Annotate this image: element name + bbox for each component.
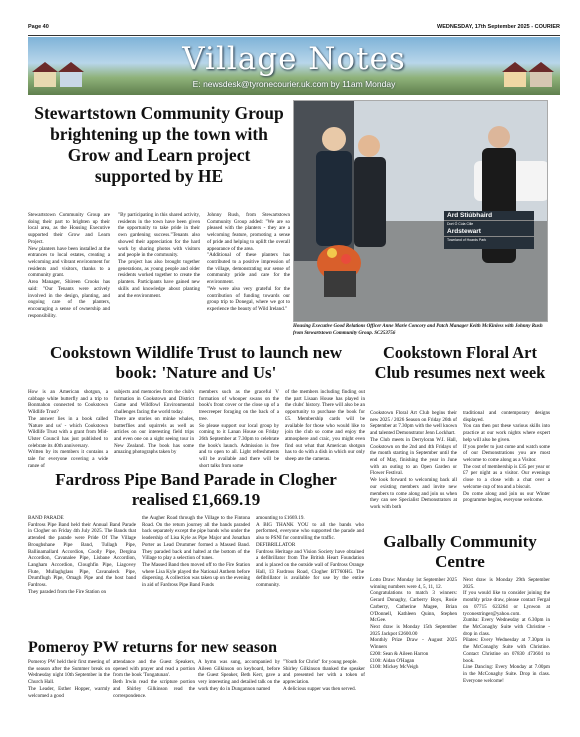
pipeband-headline: Fardross Pipe Band Parade in Clogher realised £1,669.19 xyxy=(55,470,337,510)
stewartstown-column-1: Stewartstown Community Group are doing their part to brighten up their local area, as the Housing Executive supported their Grow and Learn Project. New planters have been installed at the entrances to local estates, creating a welcoming and vibrant environment for residents and visitors, thanks to a community grant. Area Manager, Shireen Crooks has said: "Our Tenants were actively involved in the design, planting, and ongoing care of the planters, encouraging a sense of ownership and responsibility. xyxy=(28,212,110,319)
galbally-column-1: Lotto Draw: Monday 1st September 2025 winning numbers were 4, 5, 11, 12. Congratulations to match 3 winners: Gerard Donaghy, Carberry Boys, Rosie Carberry, Catherine Magee, Brian O'Donnell, Kathleen Quinn, Stephen McGee. Next draw is Monday 15th September 2025 Jackpot £2600.00 Monthly Prize Draw - August 2025 Winners £200: Sean & Aileen Harron £100: Aidan O'Hagan £100: Mickey McVeigh xyxy=(370,577,457,671)
pomeroy-column-3: A hymn was sung, accompanied by Aileen Gilkinson on keyboard, before the Guest Speaker, Beth Kerr, gave a very interesting and detailed talk on the work they do in Dungannon named xyxy=(198,659,280,692)
pomeroy-column-2: attendance and the Guest Speakers, opened with prayer and read a portion from the book 'Tongatunan'. Beth Irwin read the scripture portion and Shirley Gilkinson read the correspondence. xyxy=(113,659,195,699)
page-number: Page 40 xyxy=(28,24,49,30)
wildlife-column-4: of the members including finding out the part Lisaan House has played in the clubs' history. There will also be an opportunity to purchase the book for £5. Membership cards will be available for those who would like to join the club so come and enjoy the atmosphere and craic, you might even find out what that American shotgun has to do with a dish in which our only sheep ate the cameras. xyxy=(285,389,365,463)
section-title: Village Notes xyxy=(182,41,406,77)
galbally-headline: Galbally Community Centre xyxy=(383,532,537,572)
pipeband-column-2: the Augher Road through the Village to the Fintona Road. On the return journey all the bands paraded back separately except the pipe bands who under the leadership of Lisa Kyle as Pipe Major and Jonathan Porter as Lead Drummer formed a Massed Band. They paraded back and halted at the bottom of the Village to play a selection of tunes. The Massed Band then moved off to the Fire Station where Lisa Kyle played the National Anthem before dispersing. A collection was taken up on the evening in aid of Fardross Pipe Band Funds xyxy=(142,515,250,589)
wildlife-column-1: How is an American shotgun, a cabbage white butterfly and a trip to Bonmahon connected to Cookstown Wildlife Trust? The answer lies in a book called 'Nature and us' - which Cookstown Wildlife Trust with a grant from Mid-Ulster Council has just published to celebrate its 40th anniversary. Written by its members it contains a tale for everyone covering a wide range of xyxy=(28,389,108,467)
floral-column-2: traditional and contemporary designs displayed. You can then put these various skills into practice at our work nights where expert help will also be given. If you prefer to just come and watch some of our Demonstrations you are most welcome to come along as a Visitor. The cost of membership is £35 per year or £7 per night as a visitor. Our evenings close to a close with a chat over a welcome cup of tea and a biscuit. Do come along and join us our Winter programme begins, everyone welcome. xyxy=(463,410,550,504)
stewartstown-column-3: Johnny Rush, from Stewartstown Community Group added: "We are so pleased with the planters - they are a welcoming feature, promoting a sense of pride and helping to uplift the overall appearance of the area. "Additional of these planters has contributed to a positive impression of the village, demonstrating our sense of community pride and care for the environment. "We were also very grateful for the contribution of funding towards our group trip to Donegal, where we got to experience the beauty of Wild Ireland." xyxy=(207,212,290,313)
pipeband-column-3: amounting to £1669.19. A BIG THANK YOU to all the bands who performed, everyone who supported the parade and also to PSNI for controlling the traffic. DEFIBRILLATOR Fardross Heritage and Vision Society have obtained a defibrillator from The British Heart Foundation and is placed on the outside wall of Fardross Orange Hall, 13 Fardross Road, Clogher BT760HG. The defibrillator is available for use by the entire community. xyxy=(256,515,364,589)
photo-caption: Housing Executive Good Relations Officer Anne Marie Concory and Patch Manager Keith McKinless with Johnny Rush from Stewartstown Community Group. SC253756 xyxy=(293,324,543,336)
pomeroy-column-1: Pomeroy PW held their first meeting of the season after the Summer break on Wednesday night 10th September in the Church Hall. The Leader, Esther Hopper, warmly welcomed a good xyxy=(28,659,110,699)
stewartstown-column-2: "By participating in this shared activity, residents in the town have been given the opportunity to take pride in their own gardening success."Tenants also showed their appreciation for the hard work by sharing photos with visitors and people in the community. The project has also brought together generations, as young people and older residents worked together to create the planters. Participants have gained new skills and knowledge about planting and the environment. xyxy=(118,212,200,299)
wildlife-column-3: members such as the graceful V formation of whooper swans on the book's front cover or the close up of a treecreeper foraging on the back of a tree. So please support our local group by coming to it Lanan House on Friday 26th September at 7.30pm to celebrate the book's launch. Admission is free and to open to all. Light refreshments will be available and there will be short talks from some xyxy=(199,389,279,467)
issue-date: WEDNESDAY, 17th September 2025 - COURIER xyxy=(437,24,560,30)
page-header xyxy=(28,24,560,36)
sign-irish-name: Ard Stiúbhaird xyxy=(444,211,534,221)
townland-sign xyxy=(444,211,534,249)
pipeband-column-1: BAND PARADE Fardross Pipe Band held their Annual Band Parade in Clogher on Friday 4th July 2025. The Bands that attended the parade were Pride Of The Village Broughshane Pipe Band, Tullagh Pipe, Ballinamallard Accordion, Coolly Pipe, Dergina Accordion, Cavanalee Pipe, Lisbane Accordion, Langham Accordion, Cloughfin Pipe, Liagovey Flute, Mullaghglass Pipe, Cavanaleck Pipe, Drumflugh Pipe, Omagh Pipe and the host band Fardross. They paraded from the Fire Station on xyxy=(28,515,136,595)
pomeroy-column-4: "Youth for Christ" for young people. Shirley Gilkinson thanked the speaker and presented her with a token of appreciation. A delicious supper was then served. xyxy=(283,659,365,692)
galbally-column-2: Next draw is Monday 29th September 2025. If you would like to consider joining the monthly prize draw, please contact Fergal on 07715 623264 or Lynwon at tyconestringer@yahoo.com. Zumba: Every Wednesday at 6.30pm in the McConaghy Suite with Christine - drop in class. Pilates: Every Wednesday at 7.30pm in the McConaghy Suite with Christine. Contact Christine on 07830 473604 to book. Line Dancing: Every Monday at 7.00pm in the McConaghy Suite. Drop in class. Everyone welcome! xyxy=(463,577,550,684)
stewartstown-headline: Stewartstown Community Group brightening up the town with Grow and Learn project supported by HE xyxy=(34,103,284,186)
village-notes-banner xyxy=(28,37,560,95)
sign-irish-subtitle: Dort Ó Cúla Cille xyxy=(447,222,474,226)
newsdesk-email: E: newsdesk@tyronecourier.uk.com by 11am Monday xyxy=(192,79,396,89)
sign-english-name: Ardstewart xyxy=(444,227,534,237)
pomeroy-headline: Pomeroy PW returns for new season xyxy=(28,639,278,656)
floral-headline: Cookstown Floral Art Club resumes next week xyxy=(374,343,546,382)
sign-townland: Townland of Hoards Park xyxy=(447,238,487,242)
wildlife-headline: Cookstown Wildlife Trust to launch new book: 'Nature and Us' xyxy=(49,343,343,383)
stewartstown-photo xyxy=(293,100,548,322)
floral-column-1: Cookstown Floral Art Club begins their new 2025 / 2026 Season on Friday 26th of September at 7.30pm with the well known and talented Demonstrator Jenn Lockhart. The Club meets in Derryloran W.I. Hall, Cookstown on the 2nd and 4th Fridays of the month starting in September until the end of May, finishing the year in June with an outing to an Open Garden or Flower Festival. We look forward to welcoming back all our existing members and invite new members to come along and join us when they can see Specialist Demonstrators at work with both xyxy=(370,410,457,511)
wildlife-column-2: subjects and memories from the club's formation in Cookstown and District Game and Wildfowl Environmental challenges facing the world today. There are stories on minke whales, butterflies and squirrels as well as articles on our interesting field trips and even one on a sight seeing tour in New Zealand. The book has some amazing photographs taken by xyxy=(114,389,194,456)
